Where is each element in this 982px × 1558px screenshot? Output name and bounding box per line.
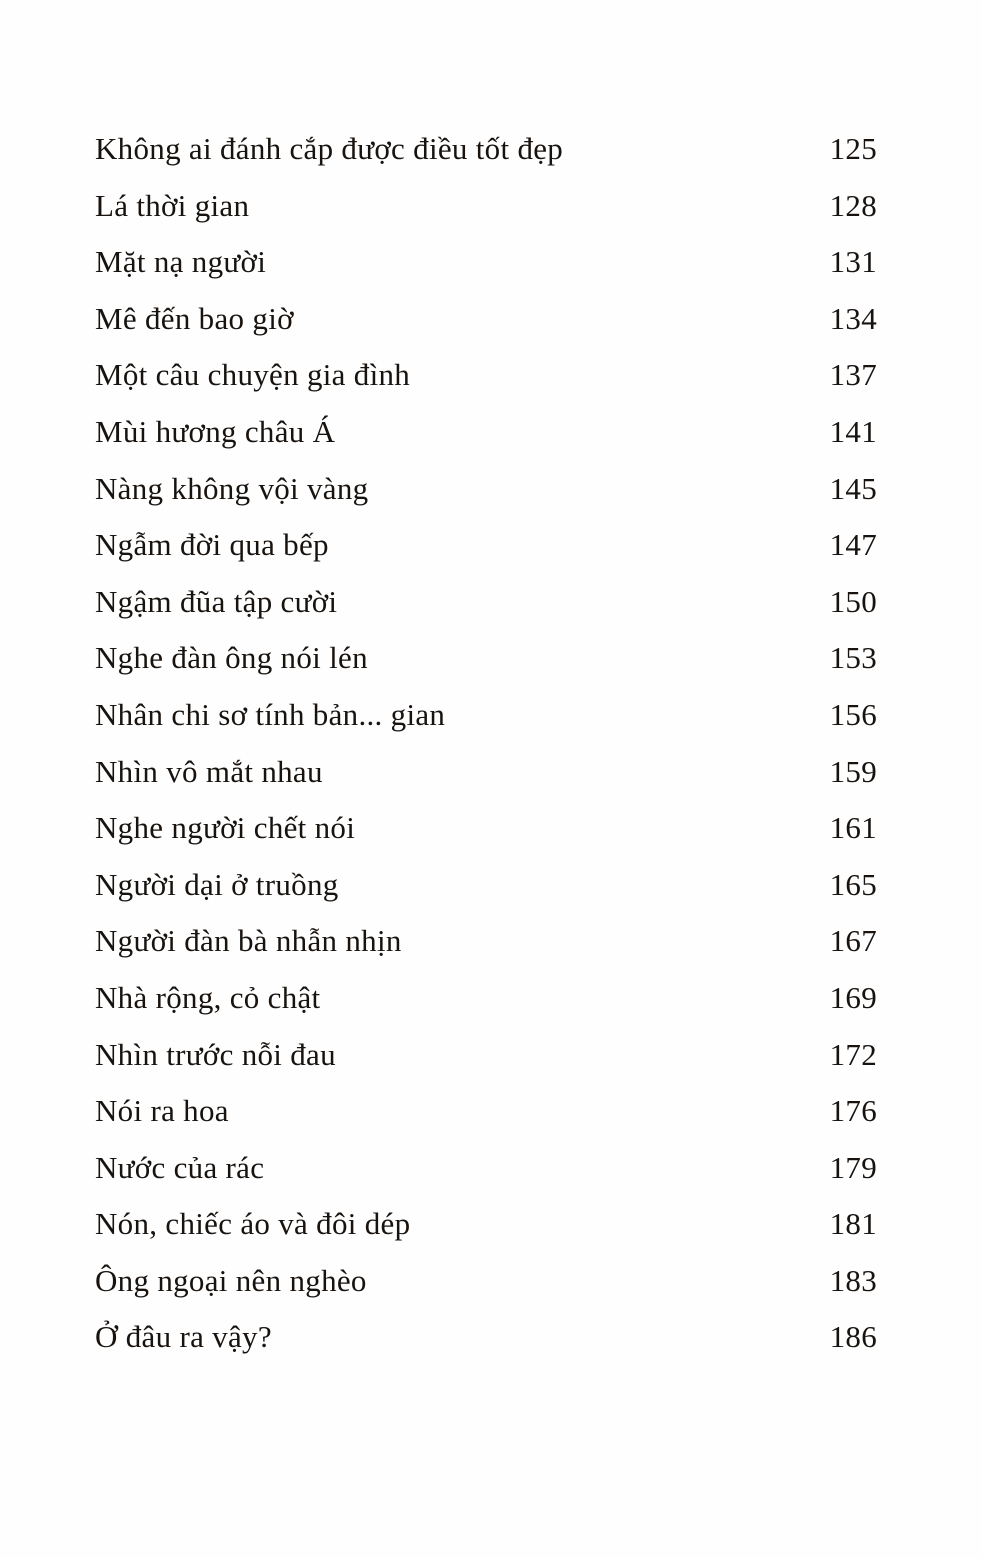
toc-entry-page-number: 167: [829, 923, 877, 959]
toc-entry: [95, 923, 877, 980]
toc-entry: [95, 527, 877, 584]
toc-entry-page-number: 161: [829, 810, 877, 846]
toc-entry: [95, 1263, 877, 1320]
toc-entry: [95, 131, 877, 188]
toc-entry: [95, 301, 877, 358]
toc-entry-title: Người dại ở truồng: [95, 866, 339, 902]
toc-entry-title: Mê đến bao giờ: [95, 300, 294, 336]
toc-entry-title: Ông ngoại nên nghèo: [95, 1262, 367, 1298]
toc-entry-page-number: 134: [829, 300, 877, 336]
toc-list: [95, 131, 877, 1376]
toc-entry-page-number: 159: [829, 753, 877, 789]
toc-entry-page-number: 183: [829, 1262, 877, 1298]
toc-entry: [95, 1150, 877, 1207]
toc-entry-page-number: 131: [829, 244, 877, 280]
toc-entry-title: Nói ra hoa: [95, 1093, 229, 1129]
toc-entry-page-number: 150: [829, 583, 877, 619]
toc-entry: [95, 980, 877, 1037]
toc-entry-page-number: 137: [829, 357, 877, 393]
toc-entry: [95, 867, 877, 924]
toc-entry-page-number: 128: [829, 187, 877, 223]
toc-entry-page-number: 169: [829, 979, 877, 1015]
toc-entry-title: Mùi hương châu Á: [95, 413, 336, 449]
toc-entry-title: Ngẫm đời qua bếp: [95, 527, 329, 563]
toc-entry: [95, 1319, 877, 1376]
toc-entry-page-number: 186: [829, 1319, 877, 1355]
toc-entry: [95, 640, 877, 697]
toc-entry-page-number: 153: [829, 640, 877, 676]
toc-entry: [95, 754, 877, 811]
toc-entry-title: Nghe người chết nói: [95, 810, 356, 846]
toc-entry: [95, 584, 877, 641]
toc-entry-title: Mặt nạ người: [95, 244, 267, 280]
toc-entry-title: Nhà rộng, cỏ chật: [95, 979, 321, 1015]
toc-entry-title: Ở đâu ra vậy?: [95, 1319, 272, 1355]
toc-entry-page-number: 172: [829, 1036, 877, 1072]
toc-entry: [95, 1093, 877, 1150]
toc-entry-title: Nón, chiếc áo và đôi dép: [95, 1206, 411, 1242]
toc-entry-title: Lá thời gian: [95, 187, 250, 223]
toc-entry: [95, 244, 877, 301]
toc-entry-title: Nước của rác: [95, 1149, 265, 1185]
toc-entry-page-number: 156: [829, 696, 877, 732]
toc-entry-page-number: 141: [829, 413, 877, 449]
toc-entry: [95, 414, 877, 471]
toc-entry-title: Không ai đánh cắp được điều tốt đẹp: [95, 131, 564, 166]
toc-entry-page-number: 165: [829, 866, 877, 902]
toc-entry: [95, 810, 877, 867]
toc-entry-title: Một câu chuyện gia đình: [95, 357, 411, 393]
toc-entry-title: Nghe đàn ông nói lén: [95, 640, 368, 676]
toc-entry-page-number: 145: [829, 470, 877, 506]
toc-entry: [95, 471, 877, 528]
toc-entry-title: Nhìn vô mắt nhau: [95, 753, 323, 789]
toc-entry-title: Người đàn bà nhẫn nhịn: [95, 923, 402, 959]
toc-entry-page-number: 179: [829, 1149, 877, 1185]
toc-entry-page-number: 176: [829, 1093, 877, 1129]
toc-entry-title: Ngậm đũa tập cười: [95, 583, 338, 619]
toc-entry: [95, 1037, 877, 1094]
toc-entry-title: Nàng không vội vàng: [95, 470, 369, 506]
toc-entry: [95, 1206, 877, 1263]
toc-entry-page-number: 125: [829, 131, 877, 166]
toc-entry: [95, 357, 877, 414]
toc-entry-page-number: 181: [829, 1206, 877, 1242]
toc-entry: [95, 697, 877, 754]
toc-entry: [95, 188, 877, 245]
toc-entry-title: Nhìn trước nỗi đau: [95, 1036, 336, 1072]
toc-entry-page-number: 147: [829, 527, 877, 563]
toc-entry-title: Nhân chi sơ tính bản... gian: [95, 696, 446, 732]
